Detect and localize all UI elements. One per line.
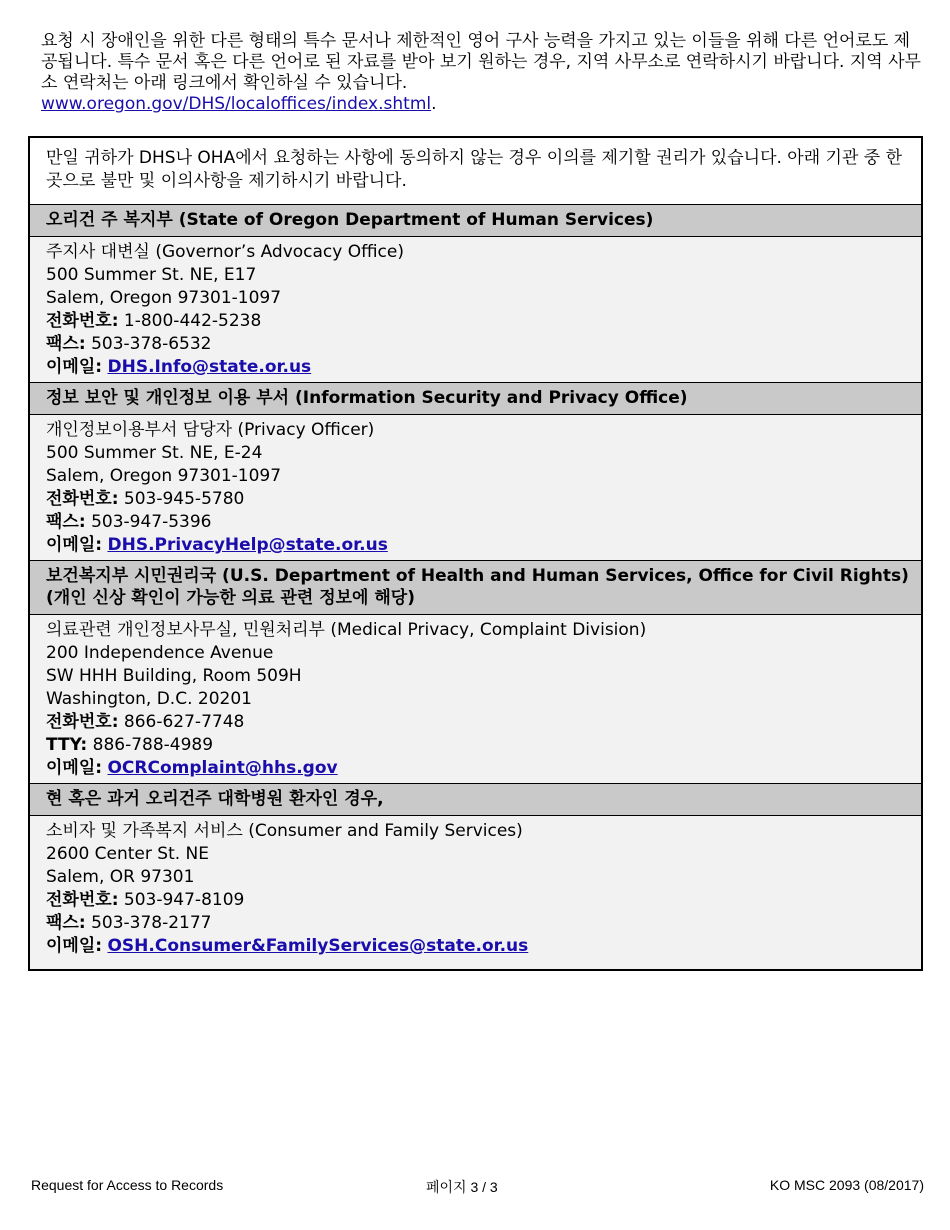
section-body-privacy-office [30, 415, 921, 561]
complaint-contacts-table [28, 136, 923, 971]
email-link[interactable]: OSH.Consumer&FamilyServices@state.or.us [107, 936, 529, 956]
section-heading-hhs-ocr [30, 561, 921, 615]
fax-label: 팩스: [46, 512, 86, 532]
address-line: SW HHH Building, Room 509H [46, 666, 302, 686]
section-body-hhs-ocr [30, 615, 921, 784]
fax-number: 503-378-6532 [91, 334, 212, 354]
section-body-dhs [30, 237, 921, 383]
email-label: 이메일: [46, 936, 103, 956]
phone-label: 전화번호: [46, 311, 119, 331]
address-line: Salem, Oregon 97301-1097 [46, 288, 282, 308]
phone-label: 전화번호: [46, 489, 119, 509]
complaint-rights-text: 만일 귀하가 DHS나 OHA에서 요청하는 사항에 동의하지 않는 경우 이의를 제기할 권리가 있습니다. 아래 기관 중 한 곳으로 불만 및 이의사항을 제기하시기 바랍니다. [30, 138, 921, 205]
email-label: 이메일: [46, 535, 103, 555]
email-row [46, 757, 911, 780]
phone-row [46, 711, 911, 734]
phone-number: 503-947-8109 [123, 890, 245, 910]
section-heading-line: 보건복지부 시민권리국 (U.S. Department of Health and Human Services, Office for Civil Rights) [46, 566, 909, 586]
fax-row [46, 511, 911, 534]
address-line: 2600 Center St. NE [46, 844, 210, 864]
office-name: 소비자 및 가족복지 서비스 (Consumer and Family Services) [46, 821, 523, 841]
fax-row [46, 333, 911, 356]
phone-label: 전화번호: [46, 890, 119, 910]
intro-text: 요청 시 장애인을 위한 다른 형태의 특수 문서나 제한적인 영어 구사 능력을 가지고 있는 이들을 위해 다른 언어로도 제공됩니다. 특수 문서 혹은 다른 언어로 된 자료를 받아 보기 원하는 경우, 지역 사무소로 연락하시기 바랍니다. 지역 사무소 연락처는 아래 링크에서 확인하실 수 있습니다. [41, 31, 921, 93]
phone-number: 866-627-7748 [123, 712, 245, 732]
phone-row [46, 310, 911, 333]
office-name: 주지사 대변실 (Governor’s Advocacy Office) [46, 242, 404, 262]
email-row [46, 356, 911, 379]
email-link[interactable]: DHS.PrivacyHelp@state.or.us [107, 535, 388, 555]
address-line: 500 Summer St. NE, E-24 [46, 443, 263, 463]
address-line: Salem, OR 97301 [46, 867, 195, 887]
office-name: 개인정보이용부서 담당자 (Privacy Officer) [46, 420, 375, 440]
intro-paragraph [41, 31, 921, 115]
phone-row [46, 488, 911, 511]
fax-number: 503-378-2177 [91, 913, 212, 933]
address-line: Washington, D.C. 20201 [46, 689, 252, 709]
address-line: 200 Independence Avenue [46, 643, 274, 663]
local-offices-link[interactable]: www.oregon.gov/DHS/localoffices/index.shtml [41, 94, 432, 114]
fax-label: 팩스: [46, 334, 86, 354]
fax-row [46, 912, 911, 935]
phone-row [46, 889, 911, 912]
office-name: 의료관련 개인정보사무실, 민원처리부 (Medical Privacy, Complaint Division) [46, 620, 647, 640]
section-body-osh [30, 816, 921, 969]
address-line: 500 Summer St. NE, E17 [46, 265, 257, 285]
address-line: Salem, Oregon 97301-1097 [46, 466, 282, 486]
section-heading-dhs: 오리건 주 복지부 (State of Oregon Department of Human Services) [30, 205, 921, 237]
email-link[interactable]: OCRComplaint@hhs.gov [107, 758, 338, 778]
tty-number: 886-788-4989 [92, 735, 214, 755]
section-heading-subline: (개인 신상 확인이 가능한 의료 관련 정보에 해당) [46, 588, 415, 608]
tty-row [46, 734, 911, 757]
email-link[interactable]: DHS.Info@state.or.us [107, 357, 312, 377]
section-heading-privacy-office: 정보 보안 및 개인정보 이용 부서 (Information Security and Privacy Office) [30, 383, 921, 415]
phone-number: 1-800-442-5238 [123, 311, 262, 331]
page-number: 페이지 3 / 3 [426, 1179, 498, 1195]
form-title: Request for Access to Records [31, 1177, 224, 1193]
form-code: KO MSC 2093 (08/2017) [769, 1177, 924, 1193]
email-row [46, 534, 911, 557]
email-label: 이메일: [46, 357, 103, 377]
intro-link-suffix: . [431, 94, 437, 114]
email-row [46, 935, 911, 958]
fax-number: 503-947-5396 [91, 512, 212, 532]
tty-label: TTY: [46, 735, 88, 755]
phone-number: 503-945-5780 [123, 489, 245, 509]
email-label: 이메일: [46, 758, 103, 778]
fax-label: 팩스: [46, 913, 86, 933]
phone-label: 전화번호: [46, 712, 119, 732]
section-heading-osh: 현 혹은 과거 오리건주 대학병원 환자인 경우, [30, 784, 921, 816]
